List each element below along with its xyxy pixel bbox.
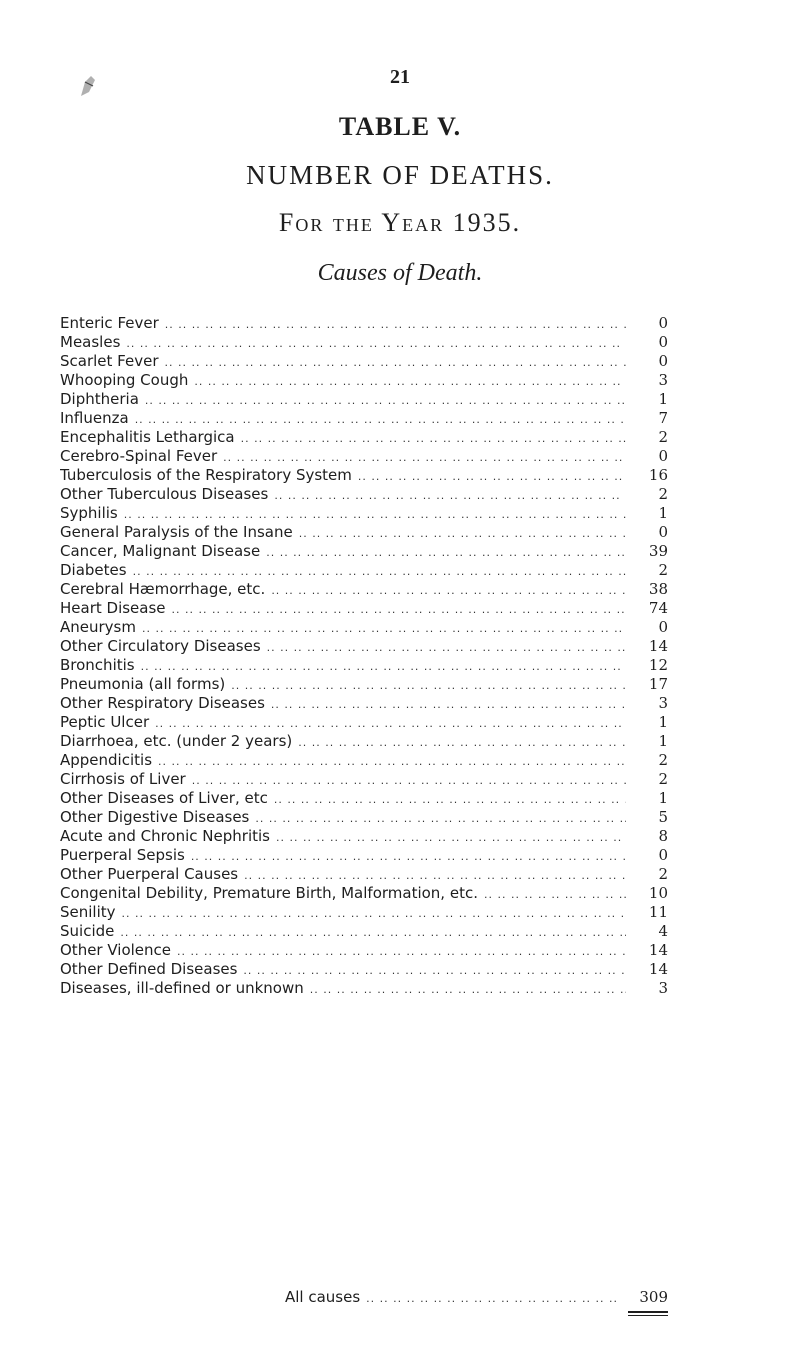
dot-leader [141, 657, 626, 675]
cause-count: 0 [658, 618, 668, 636]
cause-row [60, 656, 668, 675]
dot-leader [122, 904, 626, 922]
cause-count: 0 [658, 352, 668, 370]
cause-row [60, 846, 668, 865]
table-title: TABLE V. [338, 112, 462, 141]
dot-leader [126, 334, 626, 352]
cause-label: Senility [60, 903, 116, 921]
cause-row [60, 675, 668, 694]
dot-leader [158, 752, 626, 770]
cause-label: Congenital Debility, Premature Birth, Malformation, etc. [60, 884, 478, 902]
cause-count: 5 [658, 808, 668, 826]
cause-row [60, 922, 668, 941]
cause-label: Diseases, ill-defined or unknown [60, 979, 304, 997]
cause-label: Puerperal Sepsis [60, 846, 185, 864]
cause-label: Other Respiratory Diseases [60, 694, 265, 712]
cause-row [60, 789, 668, 808]
dot-leader [172, 600, 626, 618]
cause-count: 14 [648, 960, 668, 978]
cause-row [60, 865, 668, 884]
cause-label: Diabetes [60, 561, 127, 579]
dot-leader [165, 315, 626, 333]
total-label: All causes [285, 1288, 361, 1306]
cause-count: 8 [658, 827, 668, 845]
dot-leader [244, 866, 626, 884]
page-number: 21 [390, 66, 410, 88]
cause-row [60, 732, 668, 751]
cause-count: 12 [648, 656, 668, 674]
dot-leader [266, 543, 626, 561]
cause-label: Other Digestive Diseases [60, 808, 250, 826]
cause-row [60, 770, 668, 789]
cause-label: Appendicitis [60, 751, 153, 769]
cause-row [60, 352, 668, 371]
cause-label: Bronchitis [60, 656, 135, 674]
cause-row [60, 599, 668, 618]
dot-leader [271, 695, 626, 713]
total-row [285, 1286, 668, 1308]
main-title: NUMBER OF DEATHS. [246, 160, 554, 190]
cause-count: 0 [658, 846, 668, 864]
dot-leader [191, 847, 626, 865]
cause-row [60, 751, 668, 770]
cause-label: Diarrhoea, etc. (under 2 years) [60, 732, 293, 750]
cause-count: 10 [648, 884, 668, 902]
dot-leader [267, 638, 626, 656]
dot-leader [135, 410, 626, 428]
cause-row [60, 694, 668, 713]
dot-leader [120, 923, 626, 941]
cause-label: Cerebral Hæmorrhage, etc. [60, 580, 266, 598]
cause-row [60, 447, 668, 466]
dot-leader [255, 809, 626, 827]
cause-label: Aneurysm [60, 618, 136, 636]
cause-label: Suicide [60, 922, 115, 940]
cause-row [60, 979, 668, 998]
cause-count: 3 [658, 979, 668, 997]
cause-row [60, 808, 668, 827]
cause-count: 2 [658, 561, 668, 579]
cause-label: Cancer, Malignant Disease [60, 542, 261, 560]
cause-label: Other Tuberculous Diseases [60, 485, 269, 503]
dot-leader [164, 353, 626, 371]
cause-label: Syphilis [60, 504, 118, 522]
cause-row [60, 523, 668, 542]
dot-leader [299, 524, 626, 542]
dot-leader [271, 581, 626, 599]
cause-label: General Paralysis of the Insane [60, 523, 293, 541]
cause-label: Enteric Fever [60, 314, 159, 332]
dot-leader [484, 885, 626, 903]
cause-label: Scarlet Fever [60, 352, 159, 370]
cause-count: 39 [648, 542, 668, 560]
cause-count: 2 [658, 751, 668, 769]
cause-count: 2 [658, 428, 668, 446]
cause-count: 1 [658, 504, 668, 522]
cause-count: 0 [658, 333, 668, 351]
cause-row [60, 618, 668, 637]
cause-row [60, 960, 668, 979]
cause-row [60, 428, 668, 447]
cause-label: Other Violence [60, 941, 172, 959]
cause-count: 11 [648, 903, 668, 921]
dot-leader [243, 961, 626, 979]
dot-leader [298, 733, 626, 751]
cause-row [60, 542, 668, 561]
cause-count: 17 [648, 675, 668, 693]
dot-leader [133, 562, 626, 580]
cause-count: 38 [648, 580, 668, 598]
cause-label: Other Diseases of Liver, etc [60, 789, 268, 807]
cause-count: 7 [658, 409, 668, 427]
cause-row [60, 485, 668, 504]
cause-label: Encephalitis Lethargica [60, 428, 235, 446]
cause-count: 0 [658, 314, 668, 332]
section-heading: Causes of Death. [317, 260, 483, 286]
cause-count: 14 [648, 637, 668, 655]
cause-label: Measles [60, 333, 121, 351]
cause-label: Heart Disease [60, 599, 166, 617]
cause-count: 1 [658, 713, 668, 731]
dot-leader [177, 942, 626, 960]
dot-leader [223, 448, 626, 466]
cause-row [60, 941, 668, 960]
dot-leader [358, 467, 626, 485]
cause-count: 2 [658, 770, 668, 788]
cause-row [60, 903, 668, 922]
total-double-underline [628, 1311, 668, 1316]
dot-leader [194, 372, 626, 390]
cause-row [60, 504, 668, 523]
cause-row [60, 561, 668, 580]
dot-leader [366, 1288, 622, 1308]
cause-row [60, 580, 668, 599]
cause-label: Cirrhosis of Liver [60, 770, 186, 788]
cause-row [60, 884, 668, 903]
cause-label: Diphtheria [60, 390, 139, 408]
dot-leader [192, 771, 626, 789]
causes-of-death-list [60, 314, 668, 998]
dot-leader [276, 828, 626, 846]
cause-count: 16 [648, 466, 668, 484]
cause-row [60, 713, 668, 732]
year-subtitle: For the Year 1935. [278, 208, 522, 237]
cause-count: 1 [658, 390, 668, 408]
dot-leader [124, 505, 626, 523]
cause-row [60, 466, 668, 485]
cause-count: 74 [648, 599, 668, 617]
cause-row [60, 333, 668, 352]
cause-row [60, 390, 668, 409]
cause-row [60, 314, 668, 333]
cause-count: 1 [658, 789, 668, 807]
cause-label: Peptic Ulcer [60, 713, 150, 731]
cause-row [60, 409, 668, 428]
cause-count: 14 [648, 941, 668, 959]
cause-label: Cerebro-Spinal Fever [60, 447, 218, 465]
cause-label: Acute and Chronic Nephritis [60, 827, 270, 845]
cause-row [60, 637, 668, 656]
dot-leader [142, 619, 626, 637]
cause-label: Other Circulatory Diseases [60, 637, 261, 655]
dot-leader [145, 391, 626, 409]
cause-count: 4 [658, 922, 668, 940]
dot-leader [241, 429, 626, 447]
cause-label: Tuberculosis of the Respiratory System [60, 466, 352, 484]
cause-count: 3 [658, 694, 668, 712]
cause-row [60, 827, 668, 846]
cause-count: 3 [658, 371, 668, 389]
cause-label: Whooping Cough [60, 371, 189, 389]
dot-leader [155, 714, 626, 732]
cause-label: Other Defined Diseases [60, 960, 238, 978]
cause-count: 1 [658, 732, 668, 750]
total-value: 309 [639, 1288, 668, 1306]
cause-label: Influenza [60, 409, 129, 427]
cause-count: 2 [658, 865, 668, 883]
dot-leader [274, 486, 626, 504]
cause-label: Other Puerperal Causes [60, 865, 239, 883]
cause-count: 0 [658, 523, 668, 541]
dot-leader [310, 980, 626, 998]
cause-label: Pneumonia (all forms) [60, 675, 226, 693]
dot-leader [231, 676, 626, 694]
dot-leader [274, 790, 626, 808]
cause-count: 0 [658, 447, 668, 465]
cause-count: 2 [658, 485, 668, 503]
cause-row [60, 371, 668, 390]
